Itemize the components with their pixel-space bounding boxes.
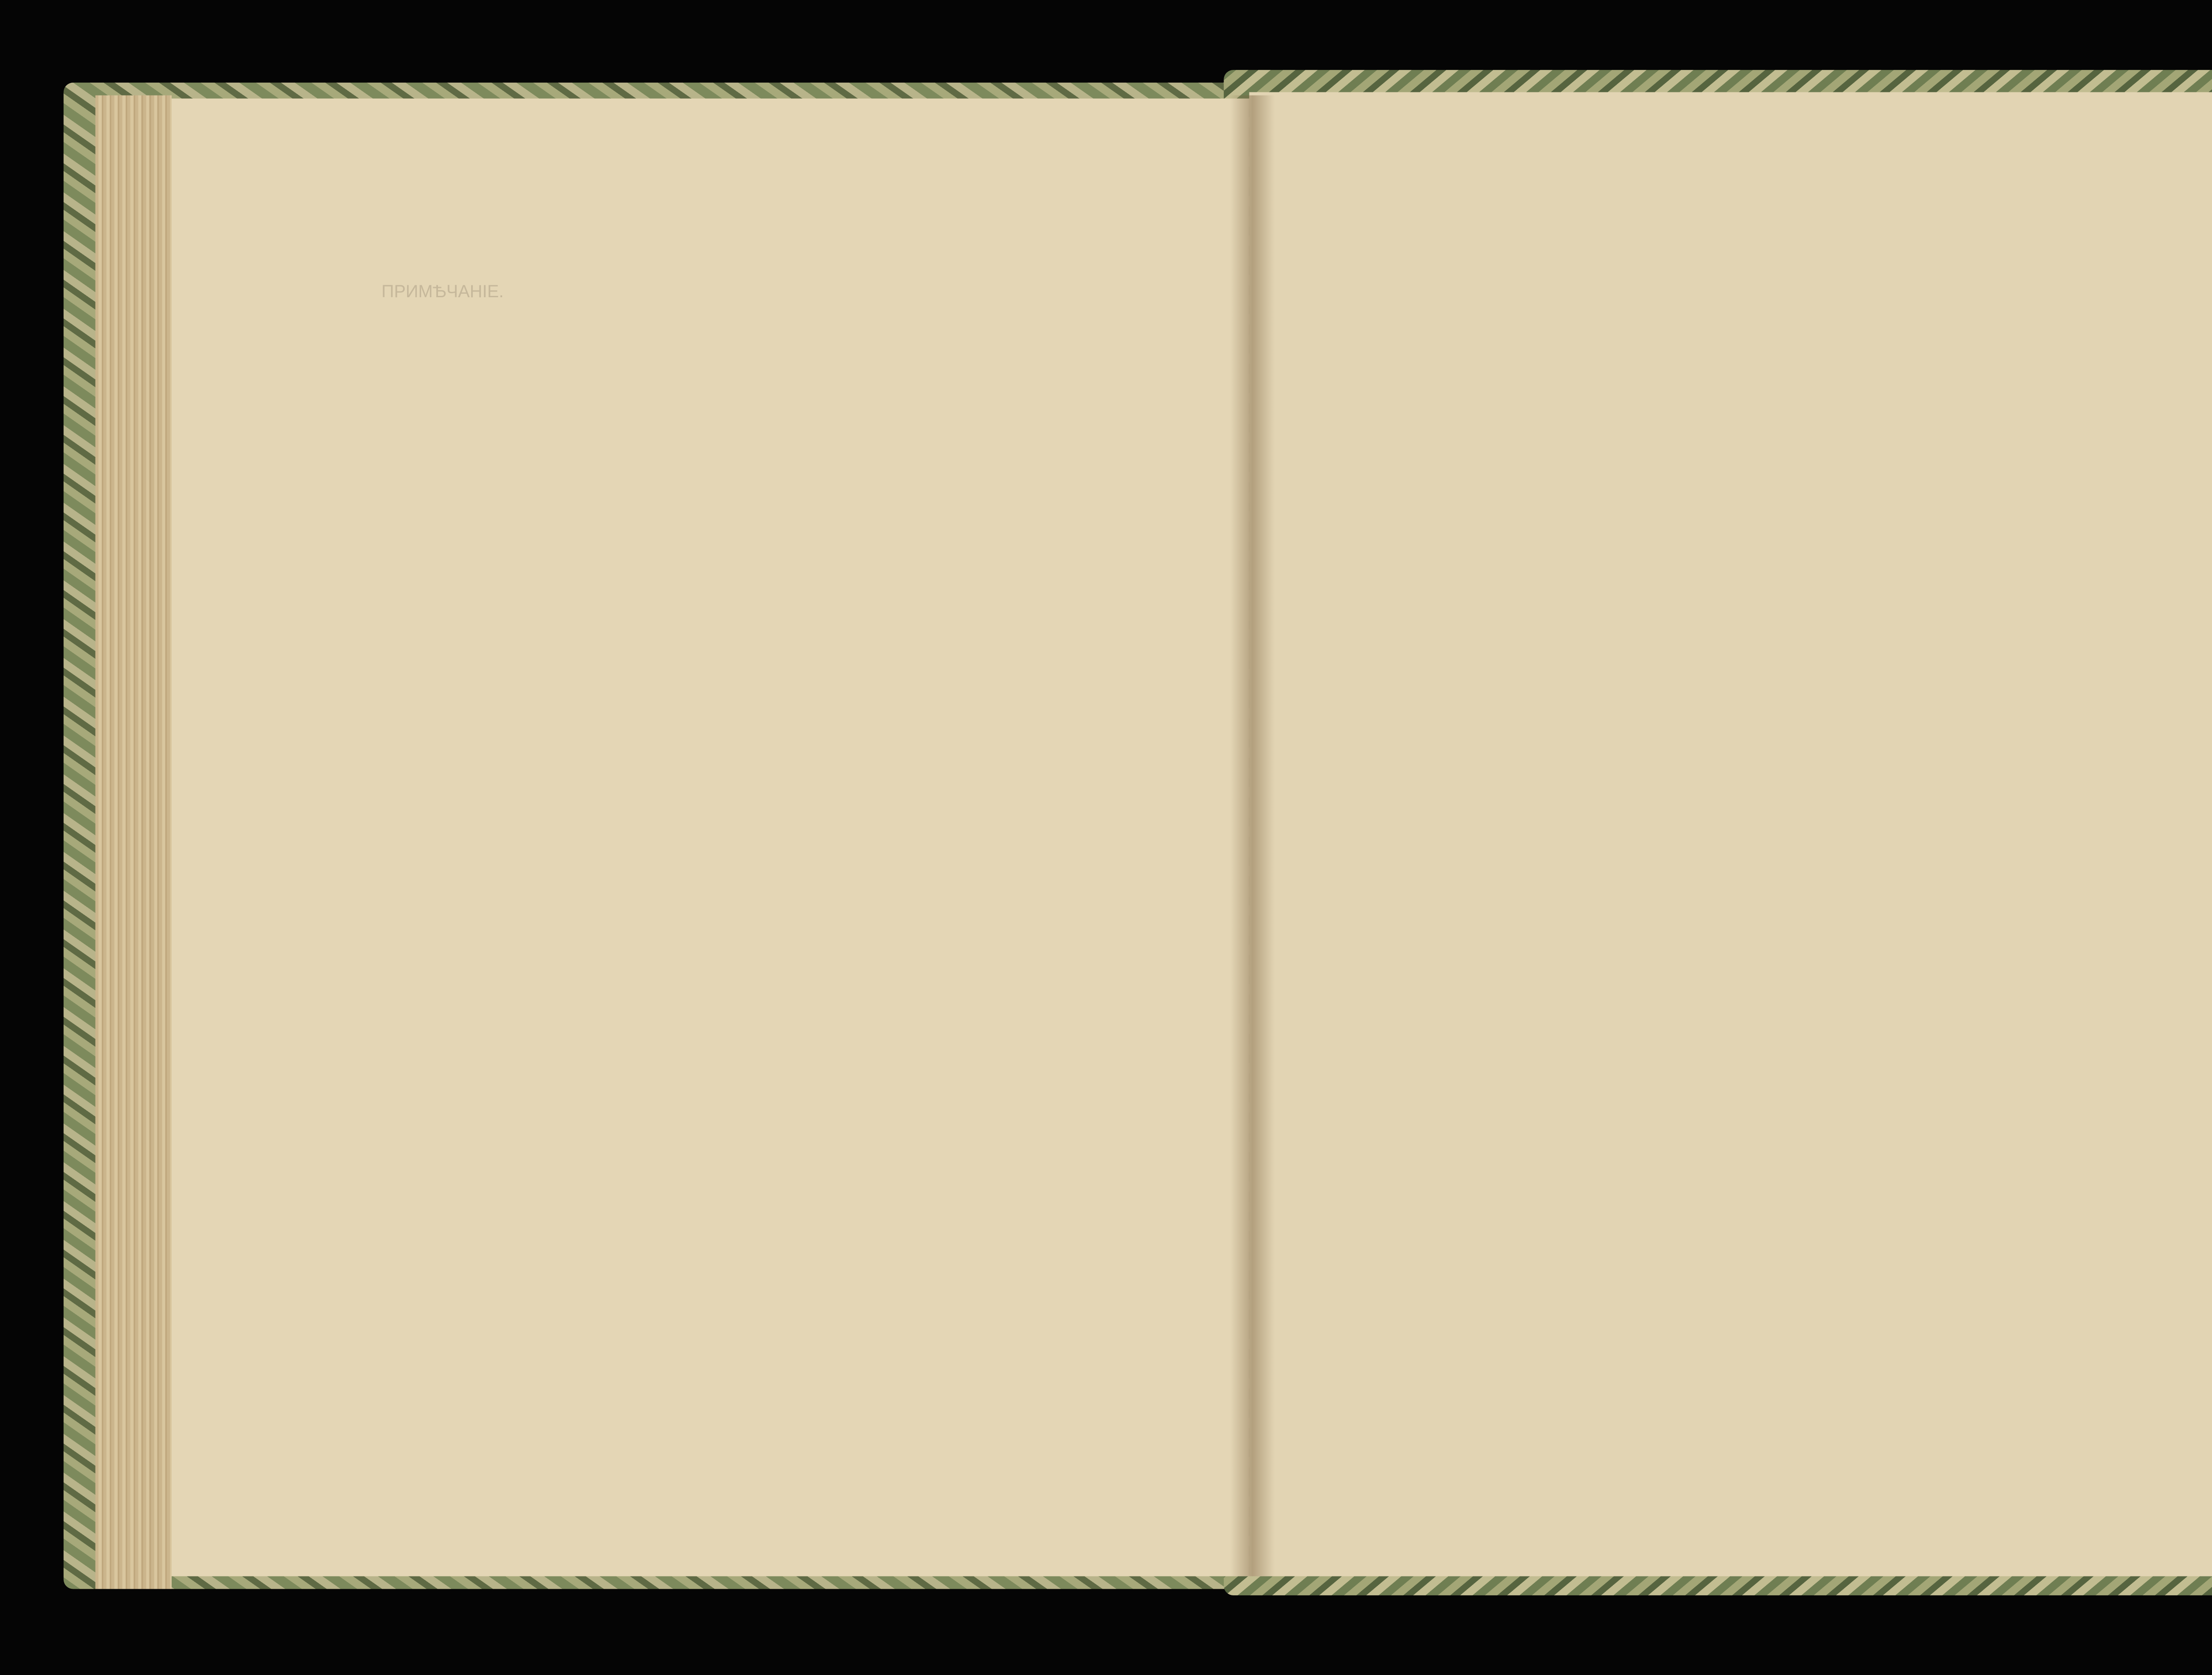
gutter-shadow (1230, 96, 1275, 1576)
bleed-through: ПРИМѢЧАНІЕ. (381, 283, 504, 302)
right-page (1249, 92, 2212, 1576)
page-edges-left (96, 96, 172, 1589)
left-page (159, 99, 1249, 1576)
